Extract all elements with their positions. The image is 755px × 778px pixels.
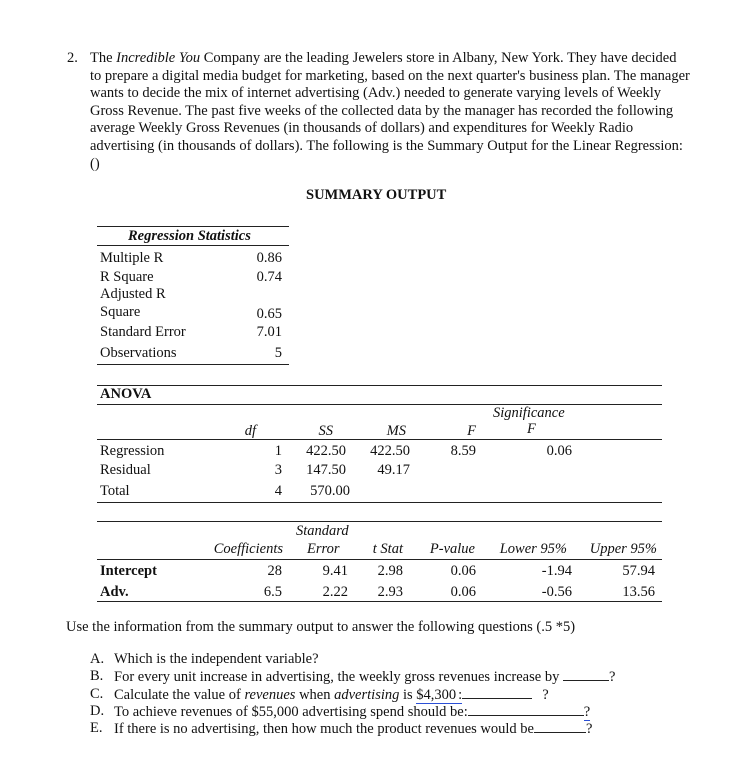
anova-sig: 0.06 [546, 443, 572, 459]
coef-header-tstat: t Stat [372, 541, 403, 557]
coef-se: 2.22 [322, 584, 348, 600]
stat-label: Observations [100, 345, 177, 361]
coef-row-label: Intercept [100, 563, 157, 579]
question-line [90, 103, 710, 121]
answer-blank[interactable] [563, 668, 609, 681]
question-text-c: Calculate the value of [114, 687, 245, 703]
text-run: The [90, 50, 117, 66]
term-advertising: advertising [334, 687, 400, 703]
coef-upper: 13.56 [622, 584, 655, 600]
coef-header-standard: Standard [296, 523, 349, 539]
question-letter: A. [90, 651, 105, 667]
anova-title: ANOVA [100, 386, 152, 402]
text-run: Gross Revenue. The past five weeks of the collected data by the manager has recorded the following [90, 102, 674, 119]
divider [97, 502, 662, 503]
question-line [90, 68, 710, 86]
anova-row-label: Total [100, 483, 130, 499]
question-letter: C. [90, 686, 104, 702]
question-line [90, 138, 710, 156]
divider [97, 521, 662, 522]
question-text-e: If there is no advertising, then how much the product revenues would be [114, 721, 534, 737]
divider [97, 226, 289, 227]
regression-statistics-title: Regression Statistics [128, 228, 251, 244]
divider [97, 559, 662, 560]
question-text [90, 50, 710, 173]
question-text-b: For every unit increase in advertising, the weekly gross revenues increase by [114, 669, 560, 685]
company-name: Incredible You [116, 50, 201, 66]
question-number: 2. [67, 50, 78, 66]
divider [97, 601, 662, 602]
anova-row-label: Residual [100, 462, 151, 478]
text-run: Company are the leading Jewelers store in Albany, New York. They have decided [200, 50, 677, 66]
amount-colon: : [458, 687, 463, 703]
divider [97, 385, 662, 386]
coef-header-error: Error [307, 541, 340, 557]
stat-label: Multiple R [100, 250, 164, 266]
text-run: wants to decide the mix of internet advertising (Adv.) needed to generate varying levels of Weekly [90, 85, 661, 102]
stat-value: 0.86 [256, 250, 282, 266]
question-letter: D. [90, 703, 105, 719]
anova-ss: 422.50 [306, 443, 346, 459]
amount-link[interactable]: $4,300 [416, 687, 457, 703]
question-line [90, 85, 710, 103]
anova-ss: 147.50 [306, 462, 346, 478]
question-mark: ? [583, 704, 591, 720]
stat-value: 0.65 [256, 306, 282, 322]
coef-row-label: Adv. [100, 584, 129, 600]
stat-value: 5 [274, 345, 282, 361]
answer-blank[interactable] [468, 703, 584, 716]
divider [97, 439, 662, 440]
question-text-c: is [399, 687, 417, 703]
question-item: Which is the independent variable? [114, 651, 319, 667]
stat-value: 0.74 [256, 269, 282, 285]
anova-header-significance-f: F [527, 421, 536, 437]
question-item [114, 703, 590, 721]
anova-header-significance: Significance [493, 405, 565, 421]
coef-header-pvalue: P-value [429, 541, 475, 557]
coef-lower: -1.94 [541, 563, 572, 579]
question-text-d: To achieve revenues of $55,000 advertising spend should be: [114, 704, 468, 720]
question-mark: ? [542, 687, 549, 703]
divider [97, 404, 662, 405]
anova-row-label: Regression [100, 443, 165, 459]
stat-label: R Square [100, 269, 154, 285]
text-run: () [90, 155, 100, 172]
answer-blank[interactable] [462, 686, 532, 699]
coef-header-coefficients: Coefficients [213, 541, 283, 557]
coef-tstat: 2.93 [377, 584, 403, 600]
anova-ss: 570.00 [310, 483, 350, 499]
question-mark: ? [585, 721, 593, 737]
question-line [90, 50, 710, 68]
instructions: Use the information from the summary output to answer the following questions (.5 *5) [66, 619, 576, 635]
question-item [114, 720, 592, 738]
question-item [114, 686, 549, 704]
anova-header-ms: MS [386, 423, 406, 439]
divider [97, 245, 289, 246]
answer-blank[interactable] [534, 720, 586, 733]
coef-value: 28 [267, 563, 282, 579]
anova-df: 1 [274, 443, 282, 459]
stat-label: Adjusted R [100, 286, 166, 302]
text-run: average Weekly Gross Revenues (in thousands of dollars) and expenditures for Weekly Radio [90, 120, 634, 137]
coef-lower: -0.56 [541, 584, 572, 600]
stat-value: 7.01 [256, 324, 282, 340]
anova-header-ss: SS [318, 423, 333, 439]
stat-label: Square [100, 304, 141, 320]
anova-df: 3 [274, 462, 282, 478]
anova-header-df: df [244, 423, 256, 439]
coef-pvalue: 0.06 [450, 563, 476, 579]
anova-ms: 49.17 [377, 462, 410, 478]
coef-pvalue: 0.06 [450, 584, 476, 600]
anova-f: 8.59 [450, 443, 476, 459]
coef-se: 9.41 [322, 563, 348, 579]
question-item [114, 668, 615, 686]
divider [97, 364, 289, 365]
question-letter: B. [90, 668, 104, 684]
coef-upper: 57.94 [622, 563, 655, 579]
question-line [90, 156, 710, 174]
coef-header-upper: Upper 95% [589, 541, 657, 557]
question-text-c: when [295, 687, 335, 703]
question-line [90, 120, 710, 138]
term-revenues: revenues [244, 687, 296, 703]
question-mark: ? [608, 669, 616, 685]
stat-label: Standard Error [100, 324, 186, 340]
coef-value: 6.5 [263, 584, 282, 600]
anova-header-f: F [467, 423, 476, 439]
text-run: advertising (in thousands of dollars). The following is the Summary Output for the Linear Regression: [90, 137, 683, 154]
summary-title: SUMMARY OUTPUT [306, 187, 447, 203]
anova-ms: 422.50 [370, 443, 410, 459]
question-letter: E. [90, 720, 103, 736]
coef-header-lower: Lower 95% [499, 541, 567, 557]
anova-df: 4 [274, 483, 282, 499]
coef-tstat: 2.98 [377, 563, 403, 579]
text-run: to prepare a digital media budget for marketing, based on the next quarter's business plan. The manager [90, 67, 690, 84]
